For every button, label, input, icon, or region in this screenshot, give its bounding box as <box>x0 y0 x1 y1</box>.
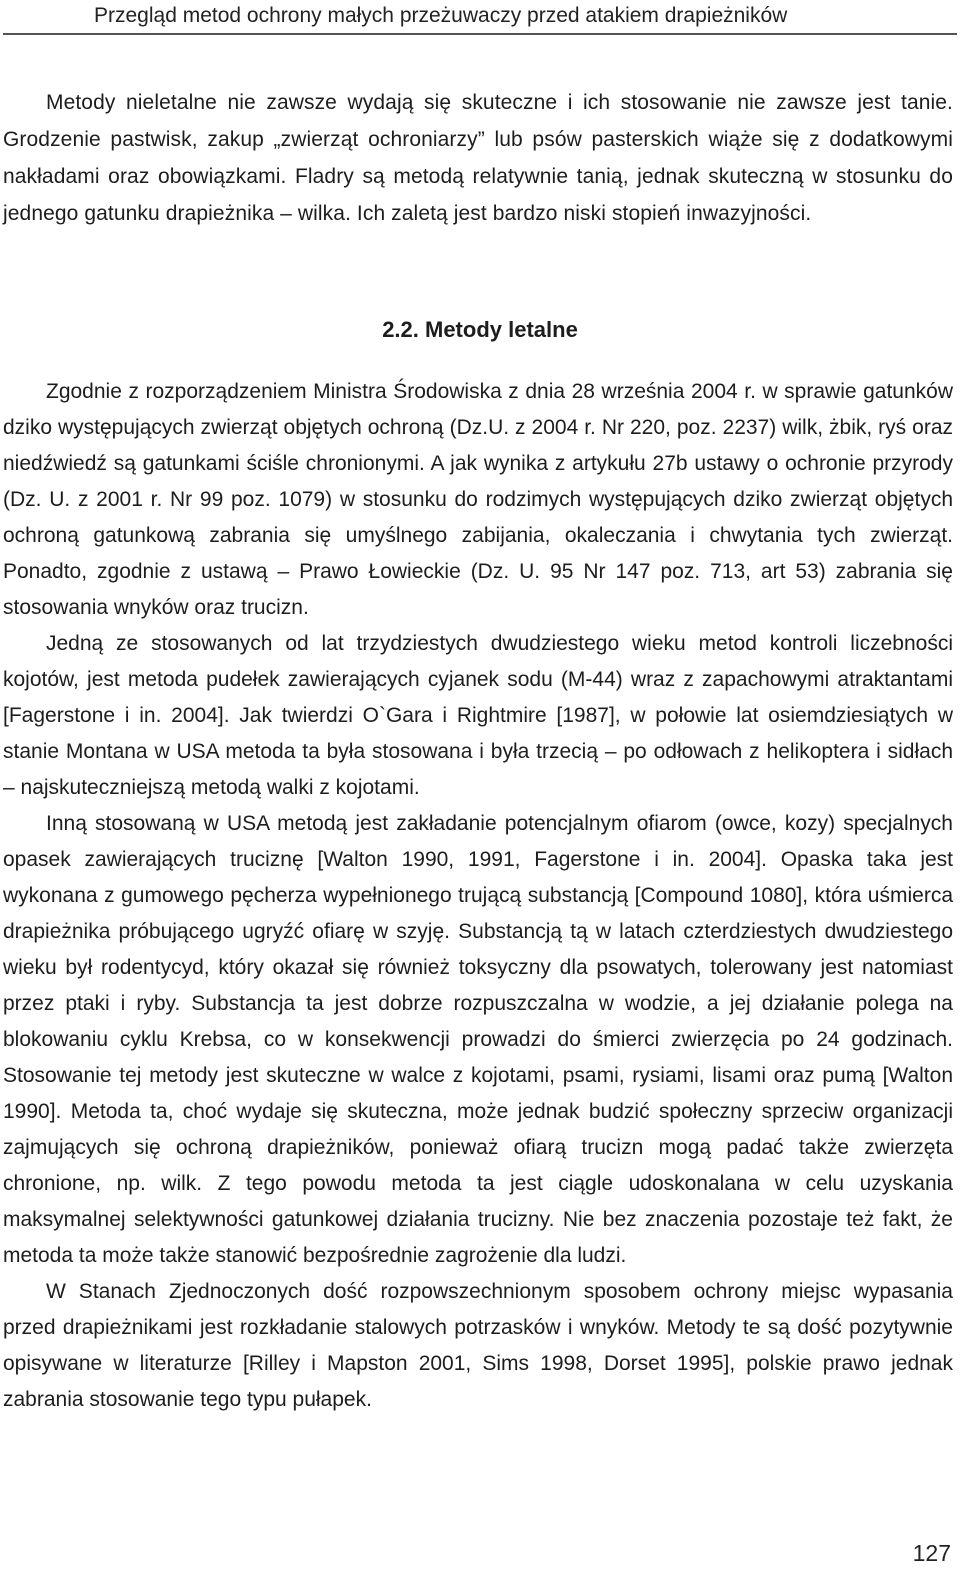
body-paragraph-3: Inną stosowaną w USA metodą jest zakładanie potencjalnym ofiarom (owce, kozy) specjalnych opasek zawierających truciznę [Walton 1990, 1991, Fagerstone i in. 2004]. Opaska taka jest wykonana z gumowego pęcherza wypełnionego trującą substancją [Compound 1080], która uśmierca drapieżnika próbującego ugryźć ofiarę w szyję. Substancją tą w latach czterdziestych dwudziestego wieku był rodentycyd, który okazał się również toksyczny dla psowatych, tolerowany jest natomiast przez ptaki i ryby. Substancja ta jest dobrze rozpuszczalna w wodzie, a jej działanie polega na blokowaniu cyklu Krebsa, co w konsekwencji prowadzi do śmierci zwierzęcia po 24 godzinach. Stosowanie tej metody jest skuteczne w walce z kojotami, psami, rysiami, lisami oraz pumą [Walton 1990]. Metoda ta, choć wydaje się skuteczna, może jednak budzić społeczny sprzeciw organizacji zajmujących się ochroną drapieżników, ponieważ ofiarą trucizn mogą padać także zwierzęta chronione, np. wilk. Z tego powodu metoda ta jest ciągle udoskonalana w celu uzyskania maksymalnej selektywności gatunkowej działania trucizny. Nie bez znaczenia pozostaje też fakt, że metoda ta może także stanowić bezpośrednie zagrożenie dla ludzi. <box>3 812 953 1267</box>
intro-block <box>3 84 953 232</box>
section-title: 2.2. Metody letalne <box>382 317 578 342</box>
running-header: Przegląd metod ochrony małych przeżuwaczy przed atakiem drapieżników <box>94 4 788 27</box>
page-number: 127 <box>912 1540 951 1566</box>
header-divider <box>3 33 957 35</box>
intro-paragraph: Metody nieletalne nie zawsze wydają się skuteczne i ich stosowanie nie zawsze jest tanie. Grodzenie pastwisk, zakup „zwierząt ochroniarzy” lub psów pasterskich wiąże się z dodatkowymi nakładami oraz obowiązkami. Fladry są metodą relatywnie tanią, jednak skuteczną w stosunku do jednego gatunku drapieżnika – wilka. Ich zaletą jest bardzo niski stopień inwazyjności. <box>3 91 953 225</box>
body-paragraph-4: W Stanach Zjednoczonych dość rozpowszechnionym sposobem ochrony miejsc wypasania przed drapieżnikami jest rozkładanie stalowych potrzasków i wnyków. Metody te są dość pozytywnie opisywane w literaturze [Rilley i Mapston 2001, Sims 1998, Dorset 1995], polskie prawo jednak zabrania stosowanie tego typu pułapek. <box>3 1280 953 1411</box>
section-body <box>3 374 953 1418</box>
body-paragraph-1: Zgodnie z rozporządzeniem Ministra Środowiska z dnia 28 września 2004 r. w sprawie gatunków dziko występujących zwierząt objętych ochroną (Dz.U. z 2004 r. Nr 220, poz. 2237) wilk, żbik, ryś oraz niedźwiedź są gatunkami ściśle chronionymi. A jak wynika z artykułu 27b ustawy o ochronie przyrody (Dz. U. z 2001 r. Nr 99 poz. 1079) w stosunku do rodzimych występujących dziko zwierząt objętych ochroną gatunkową zabrania się umyślnego zabijania, okaleczania i chwytania tych zwierząt. Ponadto, zgodnie z ustawą – Prawo Łowieckie (Dz. U. 95 Nr 147 poz. 713, art 53) zabrania się stosowania wnyków oraz trucizn. <box>3 380 953 619</box>
body-paragraph-2: Jedną ze stosowanych od lat trzydziestych dwudziestego wieku metod kontroli liczebności kojotów, jest metoda pudełek zawierających cyjanek sodu (M-44) wraz z zapachowymi atraktantami [Fagerstone i in. 2004]. Jak twierdzi O`Gara i Rightmire [1987], w połowie lat osiemdziesiątych w stanie Montana w USA metoda ta była stosowana i była trzecią – po odłowach z helikoptera i sidłach – najskuteczniejszą metodą walki z kojotami. <box>3 632 953 799</box>
